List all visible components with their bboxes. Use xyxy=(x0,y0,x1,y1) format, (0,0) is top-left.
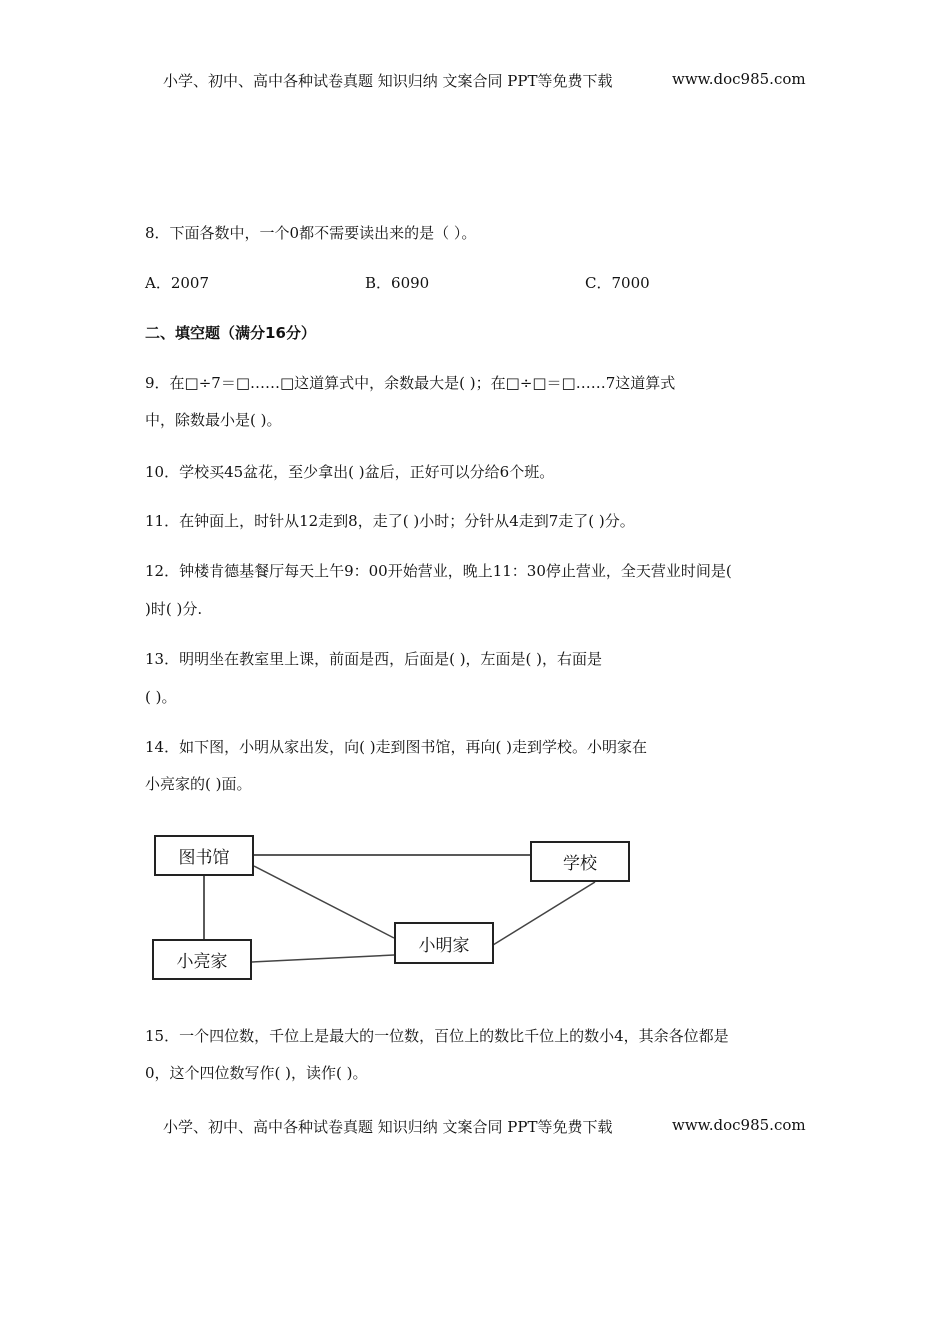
header-text: 小学、初中、高中各种试卷真题 知识归纳 文案合同 PPT等免费下载 xyxy=(163,72,613,90)
q12-line1: 12．钟楼肯德基餐厅每天上午9：00开始营业，晚上11：30停止营业，全天营业时间是( xyxy=(145,562,732,580)
q9-line2: 中，除数最小是( )。 xyxy=(145,411,282,429)
header-url: www.doc985.com xyxy=(672,70,806,88)
q13-line1: 13．明明坐在教室里上课，前面是西，后面是( )，左面是( )，右面是 xyxy=(145,650,603,668)
q8-option-a: A．2007 xyxy=(145,274,210,292)
box-library: 图书馆 xyxy=(154,835,254,876)
q9-line1: 9．在□÷7＝□……□这道算式中，余数最大是( )；在□÷□＝□……7这道算式 xyxy=(145,374,676,392)
line-library-xiaoming xyxy=(254,866,394,938)
line-xiaoming-school xyxy=(493,882,595,945)
box-xiaoliang-home: 小亮家 xyxy=(152,939,252,980)
box-school: 学校 xyxy=(530,841,630,882)
q15-line2: 0，这个四位数写作( )，读作( )。 xyxy=(145,1064,368,1082)
box-xiaoming-home: 小明家 xyxy=(394,922,494,964)
q12-line2: )时( )分. xyxy=(145,600,203,618)
q8-option-c: C．7000 xyxy=(585,274,650,292)
line-xiaoliang-xiaoming xyxy=(252,955,394,962)
footer-url: www.doc985.com xyxy=(672,1116,806,1134)
footer-text: 小学、初中、高中各种试卷真题 知识归纳 文案合同 PPT等免费下载 xyxy=(163,1118,613,1136)
q14-line2: 小亮家的( )面。 xyxy=(145,775,252,793)
q13-line2: ( )。 xyxy=(145,688,177,706)
q14-line1: 14．如下图，小明从家出发，向( )走到图书馆，再向( )走到学校。小明家在 xyxy=(145,738,648,756)
section-title: 二、填空题（满分16分） xyxy=(145,324,316,342)
q8-stem: 8．下面各数中，一个0都不需要读出来的是（ ）。 xyxy=(145,224,477,242)
q11-line1: 11．在钟面上，时针从12走到8，走了( )小时；分针从4走到7走了( )分。 xyxy=(145,512,635,530)
q10-line1: 10．学校买45盆花，至少拿出( )盆后，正好可以分给6个班。 xyxy=(145,463,555,481)
q15-line1: 15．一个四位数，千位上是最大的一位数，百位上的数比千位上的数小4，其余各位都是 xyxy=(145,1027,729,1045)
q8-option-b: B．6090 xyxy=(365,274,430,292)
